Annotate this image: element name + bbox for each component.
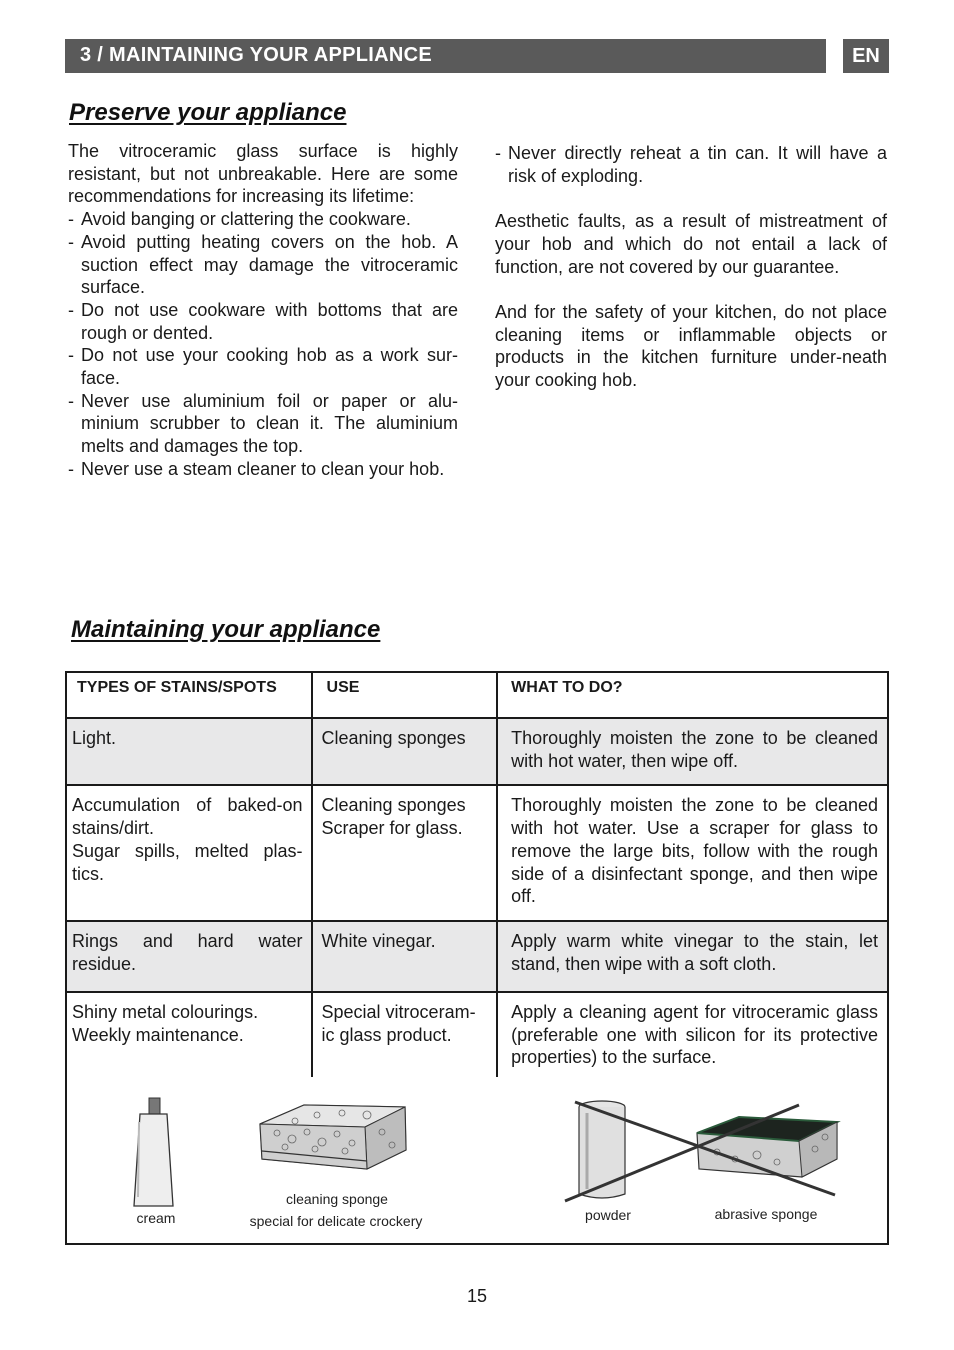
caption-powder: powder (585, 1207, 631, 1223)
header-what-to-do: WHAT TO DO? (497, 672, 888, 718)
todo-cell: Thoroughly moisten the zone to be cleaned with hot water, then wipe off. (497, 718, 888, 785)
table-row (66, 921, 888, 992)
preserve-left-column (68, 140, 458, 481)
aesthetic-note: Aesthetic faults, as a result of mistreatment of your hob and which do not entail a lack of function, are not covered by our guarantee. (495, 211, 887, 277)
use-cell: Special vitroceram-ic glass product. (312, 992, 498, 1090)
header-stain-type: TYPES OF STAINS/SPOTS (66, 672, 312, 718)
maintain-title: Maintaining your appliance (71, 616, 381, 643)
preserve-list (68, 208, 458, 480)
table-header-row (66, 672, 888, 718)
preserve-intro: The vitroceramic glass surface is highly resistant, but not unbreakable. Here are some recommendations for increasing its lifetime: (68, 141, 458, 207)
section-header-title: 3 / MAINTAINING YOUR APPLIANCE (80, 44, 432, 66)
cleaning-sponge-icon (260, 1105, 406, 1169)
stain-type-line: Accumulation of baked-on stains/dirt. Sugar spills, melted plas-tics. (72, 795, 303, 884)
preserve-title: Preserve your appliance (69, 99, 347, 126)
caption-delicate-crockery: special for delicate crockery (249, 1213, 423, 1229)
preserve-item: - Avoid putting heating covers on the hob. A suction effect may damage the vitroceramic surface. (68, 231, 458, 299)
caption-abrasive-sponge: abrasive sponge (714, 1206, 818, 1222)
table-row (66, 718, 888, 785)
language-badge: EN (843, 39, 889, 73)
cream-tube-icon (134, 1098, 173, 1206)
caption-cream: cream (136, 1210, 176, 1226)
caption-cleaning-sponge: cleaning sponge (286, 1191, 388, 1207)
preserve-list-continued (495, 142, 887, 187)
stain-type-cell (66, 785, 312, 921)
todo-cell: Thoroughly moisten the zone to be cleaned with hot water. Use a scraper for glass to remove the large bits, follow with the rough side of a disinfectant sponge, and then wipe off. (497, 785, 888, 921)
product-illustrations (65, 1077, 889, 1245)
table-row (66, 785, 888, 921)
section-header-bar (65, 39, 826, 73)
use-cell: Cleaning sponges Scraper for glass. (312, 785, 498, 921)
page-number: 15 (466, 1286, 488, 1306)
preserve-item: - Do not use cookware with bottoms that are rough or dented. (68, 299, 458, 344)
todo-cell: Apply a cleaning agent for vitroceramic glass (preferable one with silicon for its protective properties) to the surface. (497, 992, 888, 1090)
preserve-item: - Do not use your cooking hob as a work sur-face. (68, 344, 458, 389)
preserve-item: - Never directly reheat a tin can. It will have a risk of exploding. (495, 142, 887, 187)
preserve-item: - Never use aluminium foil or paper or alu-minium scrubber to clean it. The aluminium melts and damages the top. (68, 390, 458, 458)
table-row (66, 992, 888, 1090)
preserve-item: - Avoid banging or clattering the cookware. (68, 208, 458, 231)
abrasive-sponge-icon (697, 1117, 837, 1177)
header-use: USE (312, 672, 498, 718)
stain-type-cell: Rings and hard water residue. (66, 921, 312, 992)
stain-type-cell: Light. (66, 718, 312, 785)
preserve-right-column (495, 142, 887, 392)
use-cell: White vinegar. (312, 921, 498, 992)
preserve-item: - Never use a steam cleaner to clean your hob. (68, 458, 458, 481)
stain-type-cell: Shiny metal colourings. Weekly maintenance. (66, 992, 312, 1090)
powder-can-icon (579, 1101, 625, 1198)
safety-note: And for the safety of your kitchen, do not place cleaning items or inflammable objects or products in the kitchen furniture under-neath your cooking hob. (495, 301, 887, 390)
cleaning-table (65, 671, 889, 1091)
use-cell: Cleaning sponges (312, 718, 498, 785)
todo-cell: Apply warm white vinegar to the stain, let stand, then wipe with a soft cloth. (497, 921, 888, 992)
